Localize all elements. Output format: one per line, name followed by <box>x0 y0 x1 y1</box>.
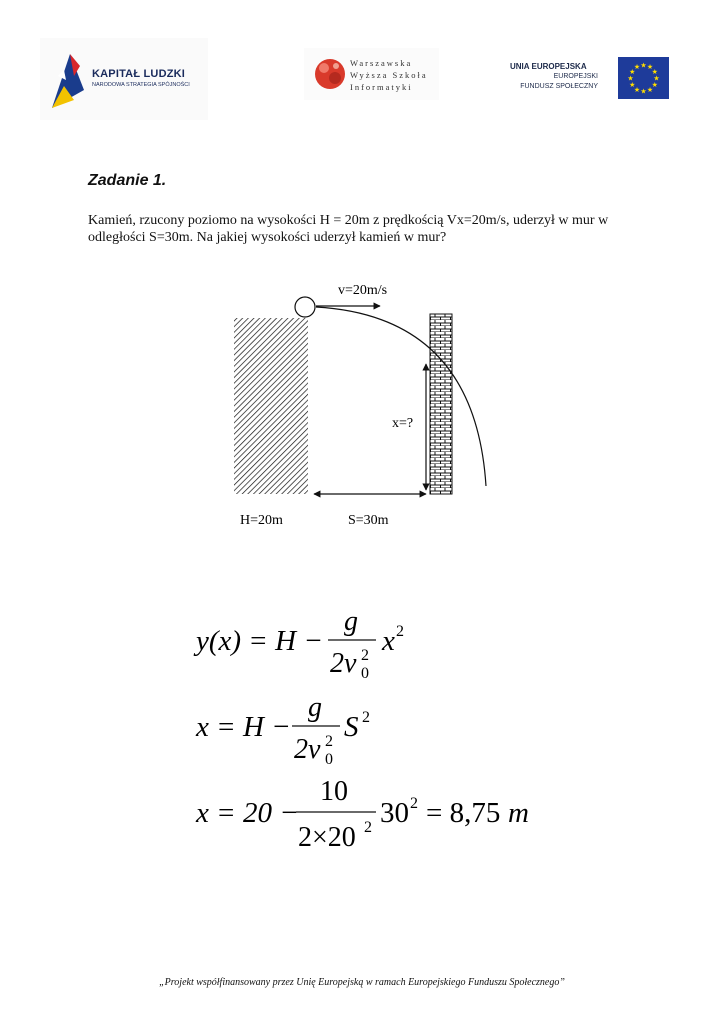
eu-star-icon: ★ <box>633 63 641 72</box>
eu-line-2: EUROPEJSKI <box>553 73 598 80</box>
f1-lhs: y(x) = H − <box>196 625 323 657</box>
eu-logo <box>500 50 670 102</box>
kapital-ludzki-title: KAPITAŁ LUDZKI <box>92 68 186 80</box>
projectile-diagram <box>220 278 500 540</box>
footer-note: „Projekt współfinansowany przez Unię Europejską w ramach Europejskiego Funduszu Społecznego” <box>159 977 565 988</box>
task-title: Zadanie 1. <box>88 172 167 189</box>
f3-result: = 8,75 <box>426 797 501 829</box>
eu-line-1: UNIA EUROPEJSKA <box>510 62 587 71</box>
f3-unit: m <box>508 797 529 829</box>
f3-tail-sup: 2 <box>410 795 418 812</box>
f2-den-base: 2v <box>294 734 321 765</box>
distance-label: S=30m <box>348 513 389 528</box>
kapital-ludzki-subtitle: NARODOWA STRATEGIA SPÓJNOŚCI <box>92 82 190 88</box>
velocity-label: v=20m/s <box>338 283 388 298</box>
kapital-ludzki-emblem-icon <box>44 46 94 116</box>
task-text: Kamień, rzucony poziomo na wysokości H = 20m z prędkością Vx=20m/s, uderzył w mur w odległości S=30m. Na jakiej wysokości uderzył kamień w mur? <box>88 213 609 245</box>
height-label: H=20m <box>240 513 283 528</box>
eu-star-icon: ★ <box>651 68 658 76</box>
eu-star-icon: ★ <box>646 85 654 94</box>
wwsi-emblem-icon <box>310 54 350 94</box>
f3-den-sup: 2 <box>364 819 372 836</box>
wwsi-logo <box>304 48 439 100</box>
eu-star-icon: ★ <box>633 85 641 94</box>
stone <box>295 297 315 317</box>
f3-num: 10 <box>320 776 348 807</box>
f1-den-sup: 2 <box>361 647 369 664</box>
eu-star-icon: ★ <box>640 87 647 96</box>
wwsi-line-1: Warszawska <box>350 58 413 68</box>
f3-lhs: x = 20 − <box>196 797 299 829</box>
f1-tail: x <box>382 625 395 657</box>
formulas <box>190 600 570 890</box>
f1-num: g <box>344 606 358 637</box>
tower <box>234 318 308 494</box>
wwsi-line-3: Informatyki <box>350 82 413 92</box>
wall <box>430 314 452 494</box>
f1-den-sub: 0 <box>361 665 369 682</box>
f2-tail-sup: 2 <box>362 709 370 726</box>
f2-den-sup: 2 <box>325 733 333 750</box>
kapital-ludzki-logo <box>40 38 208 120</box>
eu-star-icon: ★ <box>646 63 654 72</box>
unknown-label: x=? <box>392 416 414 431</box>
eu-star-icon: ★ <box>629 81 636 89</box>
f1-den-base: 2v <box>330 648 357 679</box>
f3-den: 2×20 <box>298 822 356 853</box>
eu-star-icon: ★ <box>627 74 634 83</box>
f1-tail-sup: 2 <box>396 623 404 640</box>
eu-line-3: FUNDUSZ SPOŁECZNY <box>520 83 598 90</box>
f2-lhs: x = H − <box>196 711 291 743</box>
eu-star-icon: ★ <box>651 81 658 89</box>
eu-star-icon: ★ <box>653 74 660 83</box>
f2-den-sub: 0 <box>325 751 333 768</box>
eu-flag-icon <box>618 57 669 99</box>
eu-star-icon: ★ <box>640 61 647 70</box>
f3-tail: 30 <box>380 797 409 829</box>
f2-tail: S <box>344 711 359 743</box>
f2-num: g <box>308 692 322 723</box>
eu-star-icon: ★ <box>629 68 636 76</box>
wwsi-line-2: Wyższa Szkoła <box>350 70 428 80</box>
trajectory <box>316 307 486 486</box>
